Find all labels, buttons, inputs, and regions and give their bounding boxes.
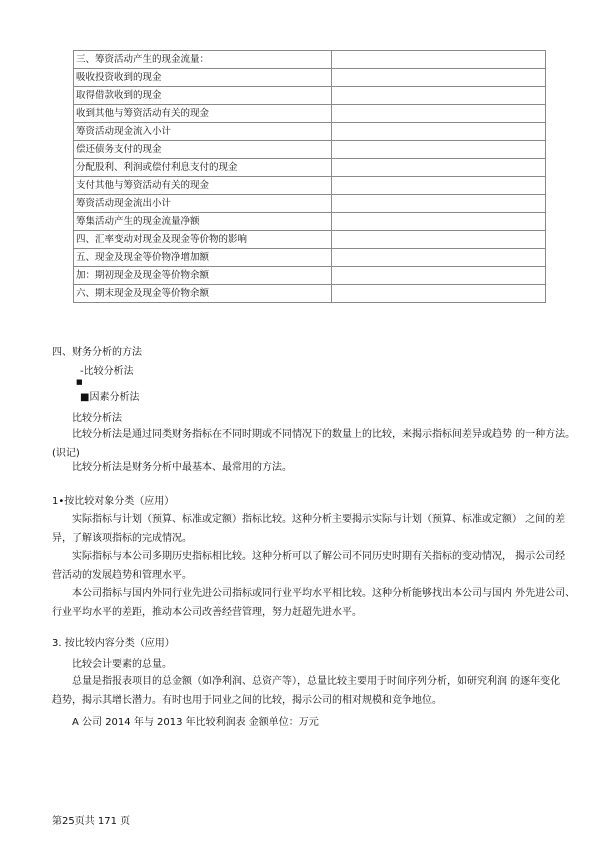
- row-value: [332, 105, 546, 123]
- table-row: [74, 159, 546, 177]
- row-label: 支付其他与筹资活动有关的现金: [74, 177, 332, 195]
- bullet-icon: ■: [76, 378, 83, 386]
- by-content-heading: 3. 按比较内容分类（应用）: [52, 638, 175, 649]
- comparison-title: 比较分析法: [72, 413, 122, 424]
- by-object-p2-line-1: 实际指标与本公司多期历史指标相比较。这种分析可以了解公司不同历史时期有关指标的变动情况， 揭示公司经: [72, 551, 566, 562]
- by-object-heading: 1•按比较对象分类（应用）: [52, 496, 175, 507]
- row-label: 筹资活动现金流出小计: [74, 195, 332, 213]
- row-value: [332, 249, 546, 267]
- table-row: [74, 141, 546, 159]
- method-comparison-item: -比较分析法: [80, 366, 134, 377]
- row-label: 吸收投资收到的现金: [74, 69, 332, 87]
- by-content-p2-line-1: 总量是指报表项目的总金额（如净利润、总资产等），总量比较主要用于时间序列分析，如研究利润 的逐年变化: [72, 676, 561, 687]
- page-number: 第25页共 171 页: [52, 816, 131, 827]
- definition-line-1: 比较分析法是通过同类财务指标在不同时期或不同情况下的数量上的比较，来揭示指标间差异或趋势 的一种方法。: [72, 429, 576, 440]
- row-value: [332, 123, 546, 141]
- by-object-paragraph-2: [52, 547, 565, 585]
- row-value: [332, 177, 546, 195]
- table-row: [74, 177, 546, 195]
- table-row: [74, 285, 546, 303]
- row-label: 分配股利、利润或偿付利息支付的现金: [74, 159, 332, 177]
- by-object-paragraph-1: [52, 510, 565, 548]
- table-row: [74, 69, 546, 87]
- row-value: [332, 87, 546, 105]
- row-value: [332, 159, 546, 177]
- table-row: [74, 195, 546, 213]
- row-label: 偿还债务支付的现金: [74, 141, 332, 159]
- cashflow-table: [73, 50, 546, 303]
- by-content-paragraph-2: [52, 672, 560, 710]
- by-object-p1-line-1: 实际指标与计划（预算、标准或定额）指标比较。这种分析主要揭示实际与计划（预算、标准或定额） 之间的差: [72, 514, 566, 525]
- by-content-p2-line-2: 趋势，揭示其增长潜力。有时也用于同业之间的比较，揭示公司的相对规模和竞争地位。: [52, 695, 442, 706]
- table-row: [74, 51, 546, 69]
- row-value: [332, 195, 546, 213]
- row-value: [332, 231, 546, 249]
- table-row: [74, 231, 546, 249]
- row-value: [332, 69, 546, 87]
- row-label: 收到其他与筹资活动有关的现金: [74, 105, 332, 123]
- row-value: [332, 267, 546, 285]
- row-value: [332, 213, 546, 231]
- row-label: 四、汇率变动对现金及现金等价物的影响: [74, 231, 332, 249]
- by-object-paragraph-3: [52, 584, 575, 622]
- row-value: [332, 51, 546, 69]
- row-label: 加：期初现金及现金等价物余额: [74, 267, 332, 285]
- row-value: [332, 285, 546, 303]
- row-label: 三、筹资活动产生的现金流量：: [74, 51, 332, 69]
- income-statement-caption: A 公司 2014 年与 2013 年比较利润表 金额单位：万元: [72, 717, 319, 728]
- table-row: [74, 105, 546, 123]
- row-label: 六、期末现金及现金等价物余额: [74, 285, 332, 303]
- row-label: 取得借款收到的现金: [74, 87, 332, 105]
- method-factor-item: ■因素分析法: [80, 392, 140, 403]
- by-object-p3-line-1: 本公司指标与国内外同行业先进公司指标或同行业平均水平相比较。这种分析能够找出本公司与国内 外先进公司、: [72, 588, 576, 599]
- comparison-basic-note: 比较分析法是财务分析中最基本、最常用的方法。: [72, 462, 292, 473]
- table-row: [74, 123, 546, 141]
- comparison-definition: [52, 425, 575, 463]
- table-row: [74, 87, 546, 105]
- row-label: 筹资活动现金流入小计: [74, 123, 332, 141]
- table-row: [74, 249, 546, 267]
- by-object-p2-line-2: 营活动的发展趋势和管理水平。: [52, 570, 192, 581]
- row-label: 五、现金及现金等价物净增加额: [74, 249, 332, 267]
- table-row: [74, 267, 546, 285]
- by-object-p1-line-2: 异，了解该项指标的完成情况。: [52, 533, 192, 544]
- by-object-p3-line-2: 行业平均水平的差距，推动本公司改善经营管理，努力赶超先进水平。: [52, 607, 362, 618]
- section-heading-analysis-methods: 四、财务分析的方法: [52, 347, 142, 358]
- row-label: 筹集活动产生的现金流量净额: [74, 213, 332, 231]
- definition-line-2: (识记): [52, 448, 80, 459]
- table-row: [74, 213, 546, 231]
- row-value: [332, 141, 546, 159]
- by-content-paragraph-1: 比较会计要素的总量。: [72, 659, 172, 670]
